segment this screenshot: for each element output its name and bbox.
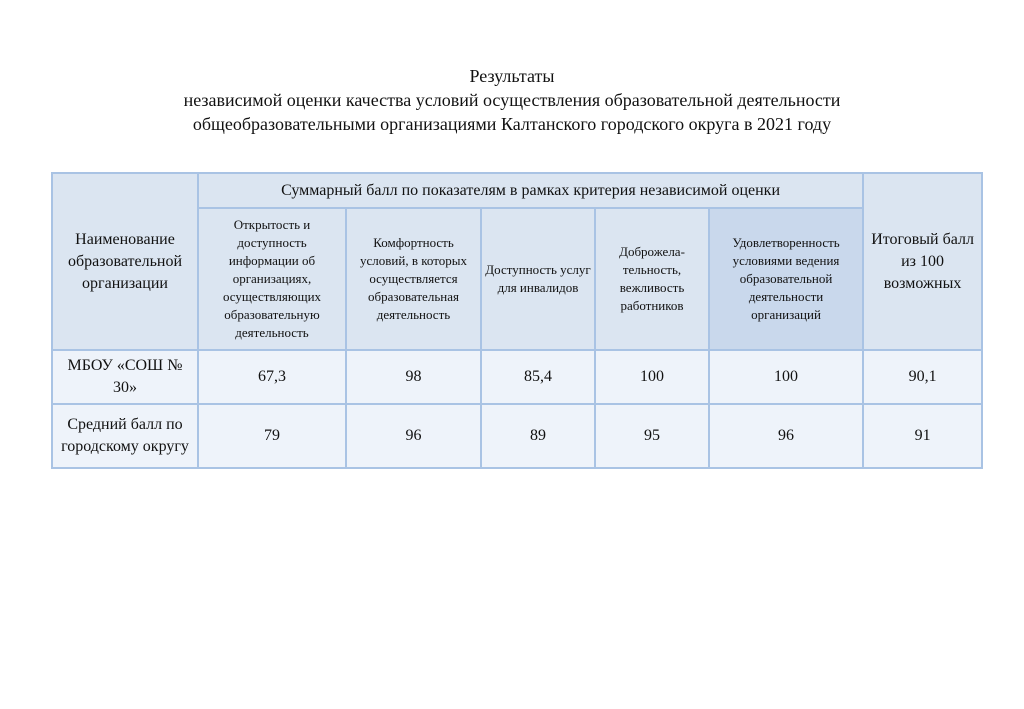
cell-total: 90,1 <box>863 350 982 404</box>
cell-comfort: 96 <box>346 404 481 468</box>
header-comfort: Комфортность условий, в которых осуществляется образовательная деятельность <box>346 208 481 350</box>
document-title <box>0 64 1024 136</box>
cell-accessibility: 85,4 <box>481 350 595 404</box>
header-organization-name: Наименование образовательной организации <box>52 173 198 350</box>
row-name: МБОУ «СОШ № 30» <box>52 350 198 404</box>
cell-openness: 79 <box>198 404 346 468</box>
title-line-2: независимой оценки качества условий осуществления образовательной деятельности <box>183 90 841 110</box>
header-accessibility: Доступность услуг для инвалидов <box>481 208 595 350</box>
header-politeness: Доброжела-тельность, вежливость работников <box>595 208 709 350</box>
header-openness: Открытость и доступность информации об организациях, осуществляющих образовательную деятельность <box>198 208 346 350</box>
cell-politeness: 95 <box>595 404 709 468</box>
cell-satisfaction: 100 <box>709 350 863 404</box>
cell-comfort: 98 <box>346 350 481 404</box>
table-row <box>52 350 982 404</box>
title-line-3: общеобразовательными организациями Калтанского городского округа в 2021 году <box>192 114 832 134</box>
cell-accessibility: 89 <box>481 404 595 468</box>
header-satisfaction: Удовлетворенность условиями ведения образовательной деятельности организаций <box>709 208 863 350</box>
results-table <box>51 172 983 469</box>
cell-politeness: 100 <box>595 350 709 404</box>
cell-satisfaction: 96 <box>709 404 863 468</box>
cell-total: 91 <box>863 404 982 468</box>
row-name: Средний балл по городскому округу <box>52 404 198 468</box>
cell-openness: 67,3 <box>198 350 346 404</box>
header-total-score: Итоговый балл из 100 возможных <box>863 173 982 350</box>
table-row <box>52 404 982 468</box>
title-line-1: Результаты <box>469 66 555 86</box>
header-criteria-group: Суммарный балл по показателям в рамках критерия независимой оценки <box>198 173 863 208</box>
